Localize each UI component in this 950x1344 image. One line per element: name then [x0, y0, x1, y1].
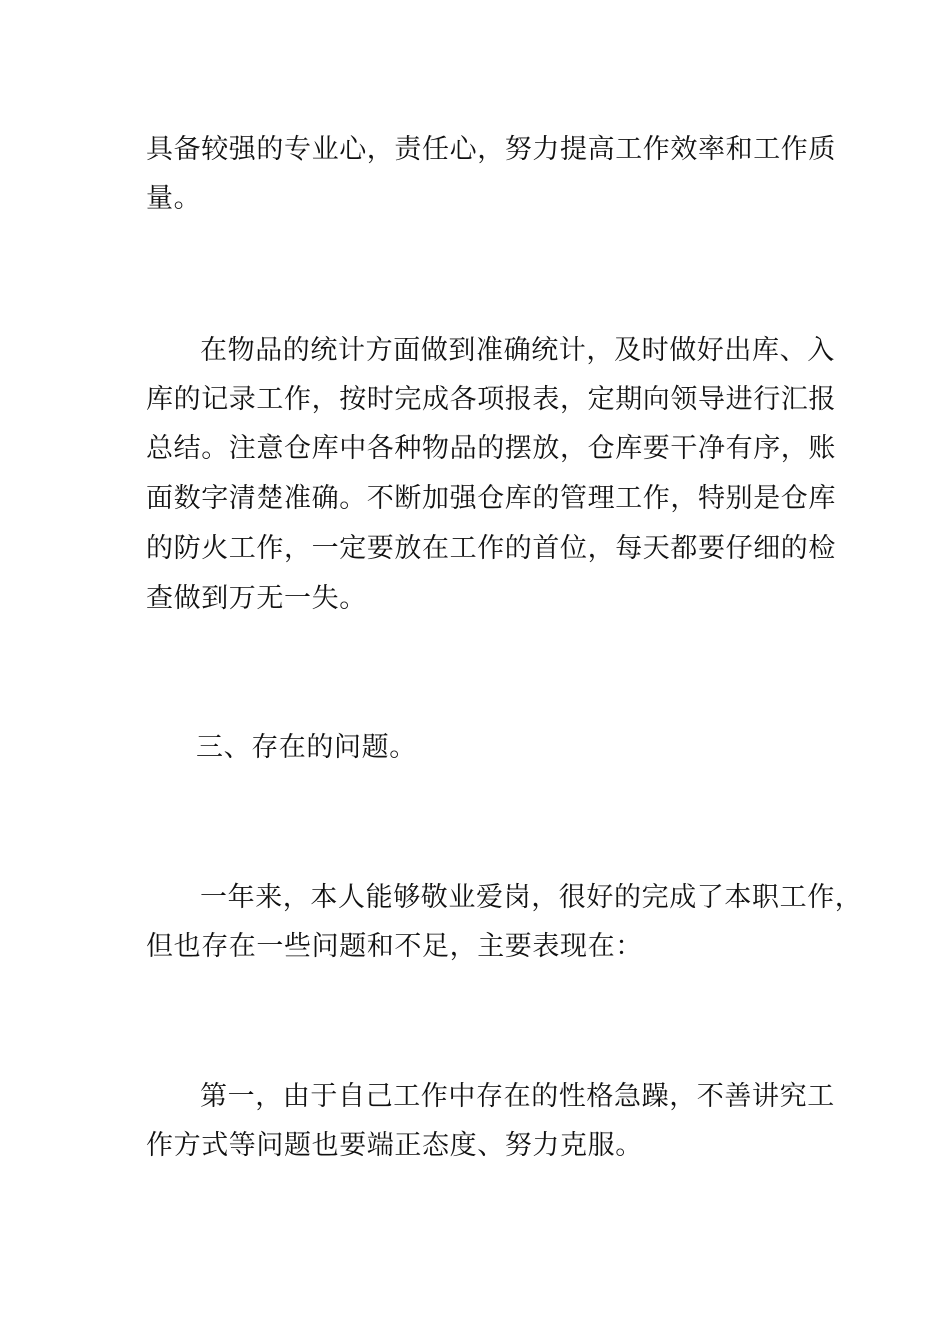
paragraph-2-line-6: 查做到万无一失。	[146, 583, 367, 614]
paragraph-2-line-4: 面数字清楚准确。不断加强仓库的管理工作，特别是仓库	[146, 483, 836, 514]
paragraph-5-line-2: 作方式等问题也要端正态度、努力克服。	[146, 1130, 643, 1161]
paragraph-2-line-2: 库的记录工作，按时完成各项报表，定期向领导进行汇报	[146, 384, 836, 415]
paragraph-2-line-3: 总结。注意仓库中各种物品的摆放，仓库要干净有序，账	[146, 433, 836, 464]
paragraph-4-line-2: 但也存在一些问题和不足，主要表现在：	[146, 931, 643, 962]
paragraph-4-line-1: 一年来，本人能够敬业爱岗，很好的完成了本职工作，	[200, 882, 863, 913]
section-heading-problems: 三、存在的问题。	[196, 732, 417, 763]
paragraph-5-line-1: 第一，由于自己工作中存在的性格急躁，不善讲究工	[200, 1081, 835, 1112]
paragraph-1-line-1: 具备较强的专业心，责任心，努力提高工作效率和工作质	[146, 134, 836, 165]
paragraph-2-line-1: 在物品的统计方面做到准确统计，及时做好出库、入	[200, 335, 835, 366]
paragraph-2-line-5: 的防火工作，一定要放在工作的首位，每天都要仔细的检	[146, 533, 836, 564]
paragraph-1-line-2: 量。	[146, 183, 202, 214]
